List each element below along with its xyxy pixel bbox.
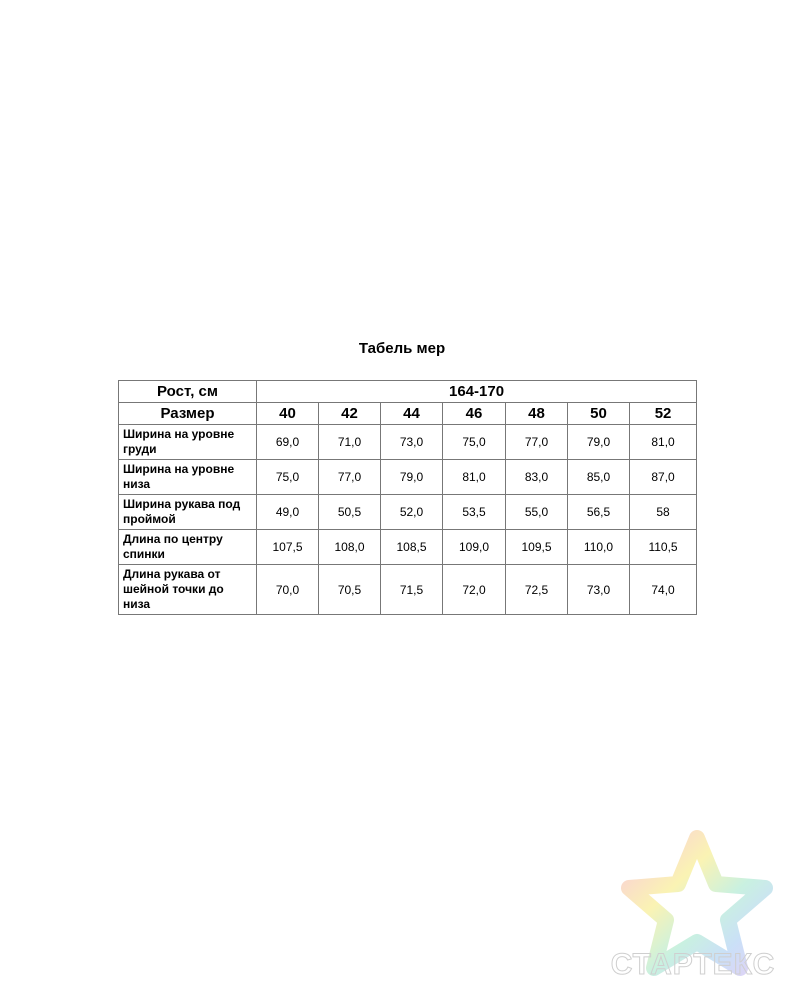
value-cell: 50,5 [319,495,381,530]
size-header-cell: 48 [506,403,568,425]
value-cell: 107,5 [257,530,319,565]
row-label: Длина по центру спинки [119,530,257,565]
table-row [119,425,697,460]
value-cell: 58 [630,495,697,530]
size-header-cell: 42 [319,403,381,425]
value-cell: 53,5 [443,495,506,530]
value-cell: 72,0 [443,565,506,615]
value-cell: 70,5 [319,565,381,615]
value-cell: 72,5 [506,565,568,615]
watermark-text: СТАРТЕКС [610,948,776,981]
value-cell: 77,0 [319,460,381,495]
height-value: 164-170 [257,381,697,403]
row-label: Ширина рукава под проймой [119,495,257,530]
value-cell: 81,0 [630,425,697,460]
value-cell: 52,0 [381,495,443,530]
value-cell: 108,0 [319,530,381,565]
row-label: Ширина на уровне низа [119,460,257,495]
table-row [119,565,697,615]
table-row [119,530,697,565]
value-cell: 79,0 [568,425,630,460]
size-header-cell: 40 [257,403,319,425]
value-cell: 109,0 [443,530,506,565]
value-cell: 108,5 [381,530,443,565]
size-header-cell: 50 [568,403,630,425]
size-header-cell: 44 [381,403,443,425]
value-cell: 73,0 [568,565,630,615]
value-cell: 83,0 [506,460,568,495]
value-cell: 70,0 [257,565,319,615]
size-chart-table [118,380,697,615]
value-cell: 77,0 [506,425,568,460]
height-label: Рост, см [119,381,257,403]
value-cell: 56,5 [568,495,630,530]
value-cell: 87,0 [630,460,697,495]
value-cell: 79,0 [381,460,443,495]
value-cell: 73,0 [381,425,443,460]
value-cell: 81,0 [443,460,506,495]
value-cell: 55,0 [506,495,568,530]
size-header-cell: 52 [630,403,697,425]
size-header-cell: 46 [443,403,506,425]
value-cell: 85,0 [568,460,630,495]
row-label: Длина рукава от шейной точки до низа [119,565,257,615]
value-cell: 75,0 [257,460,319,495]
value-cell: 69,0 [257,425,319,460]
size-label: Размер [119,403,257,425]
value-cell: 110,5 [630,530,697,565]
page-title: Табель мер [358,340,446,357]
row-label: Ширина на уровне груди [119,425,257,460]
value-cell: 74,0 [630,565,697,615]
table-row [119,460,697,495]
value-cell: 49,0 [257,495,319,530]
value-cell: 110,0 [568,530,630,565]
value-cell: 71,0 [319,425,381,460]
value-cell: 71,5 [381,565,443,615]
value-cell: 109,5 [506,530,568,565]
value-cell: 75,0 [443,425,506,460]
table-row [119,495,697,530]
